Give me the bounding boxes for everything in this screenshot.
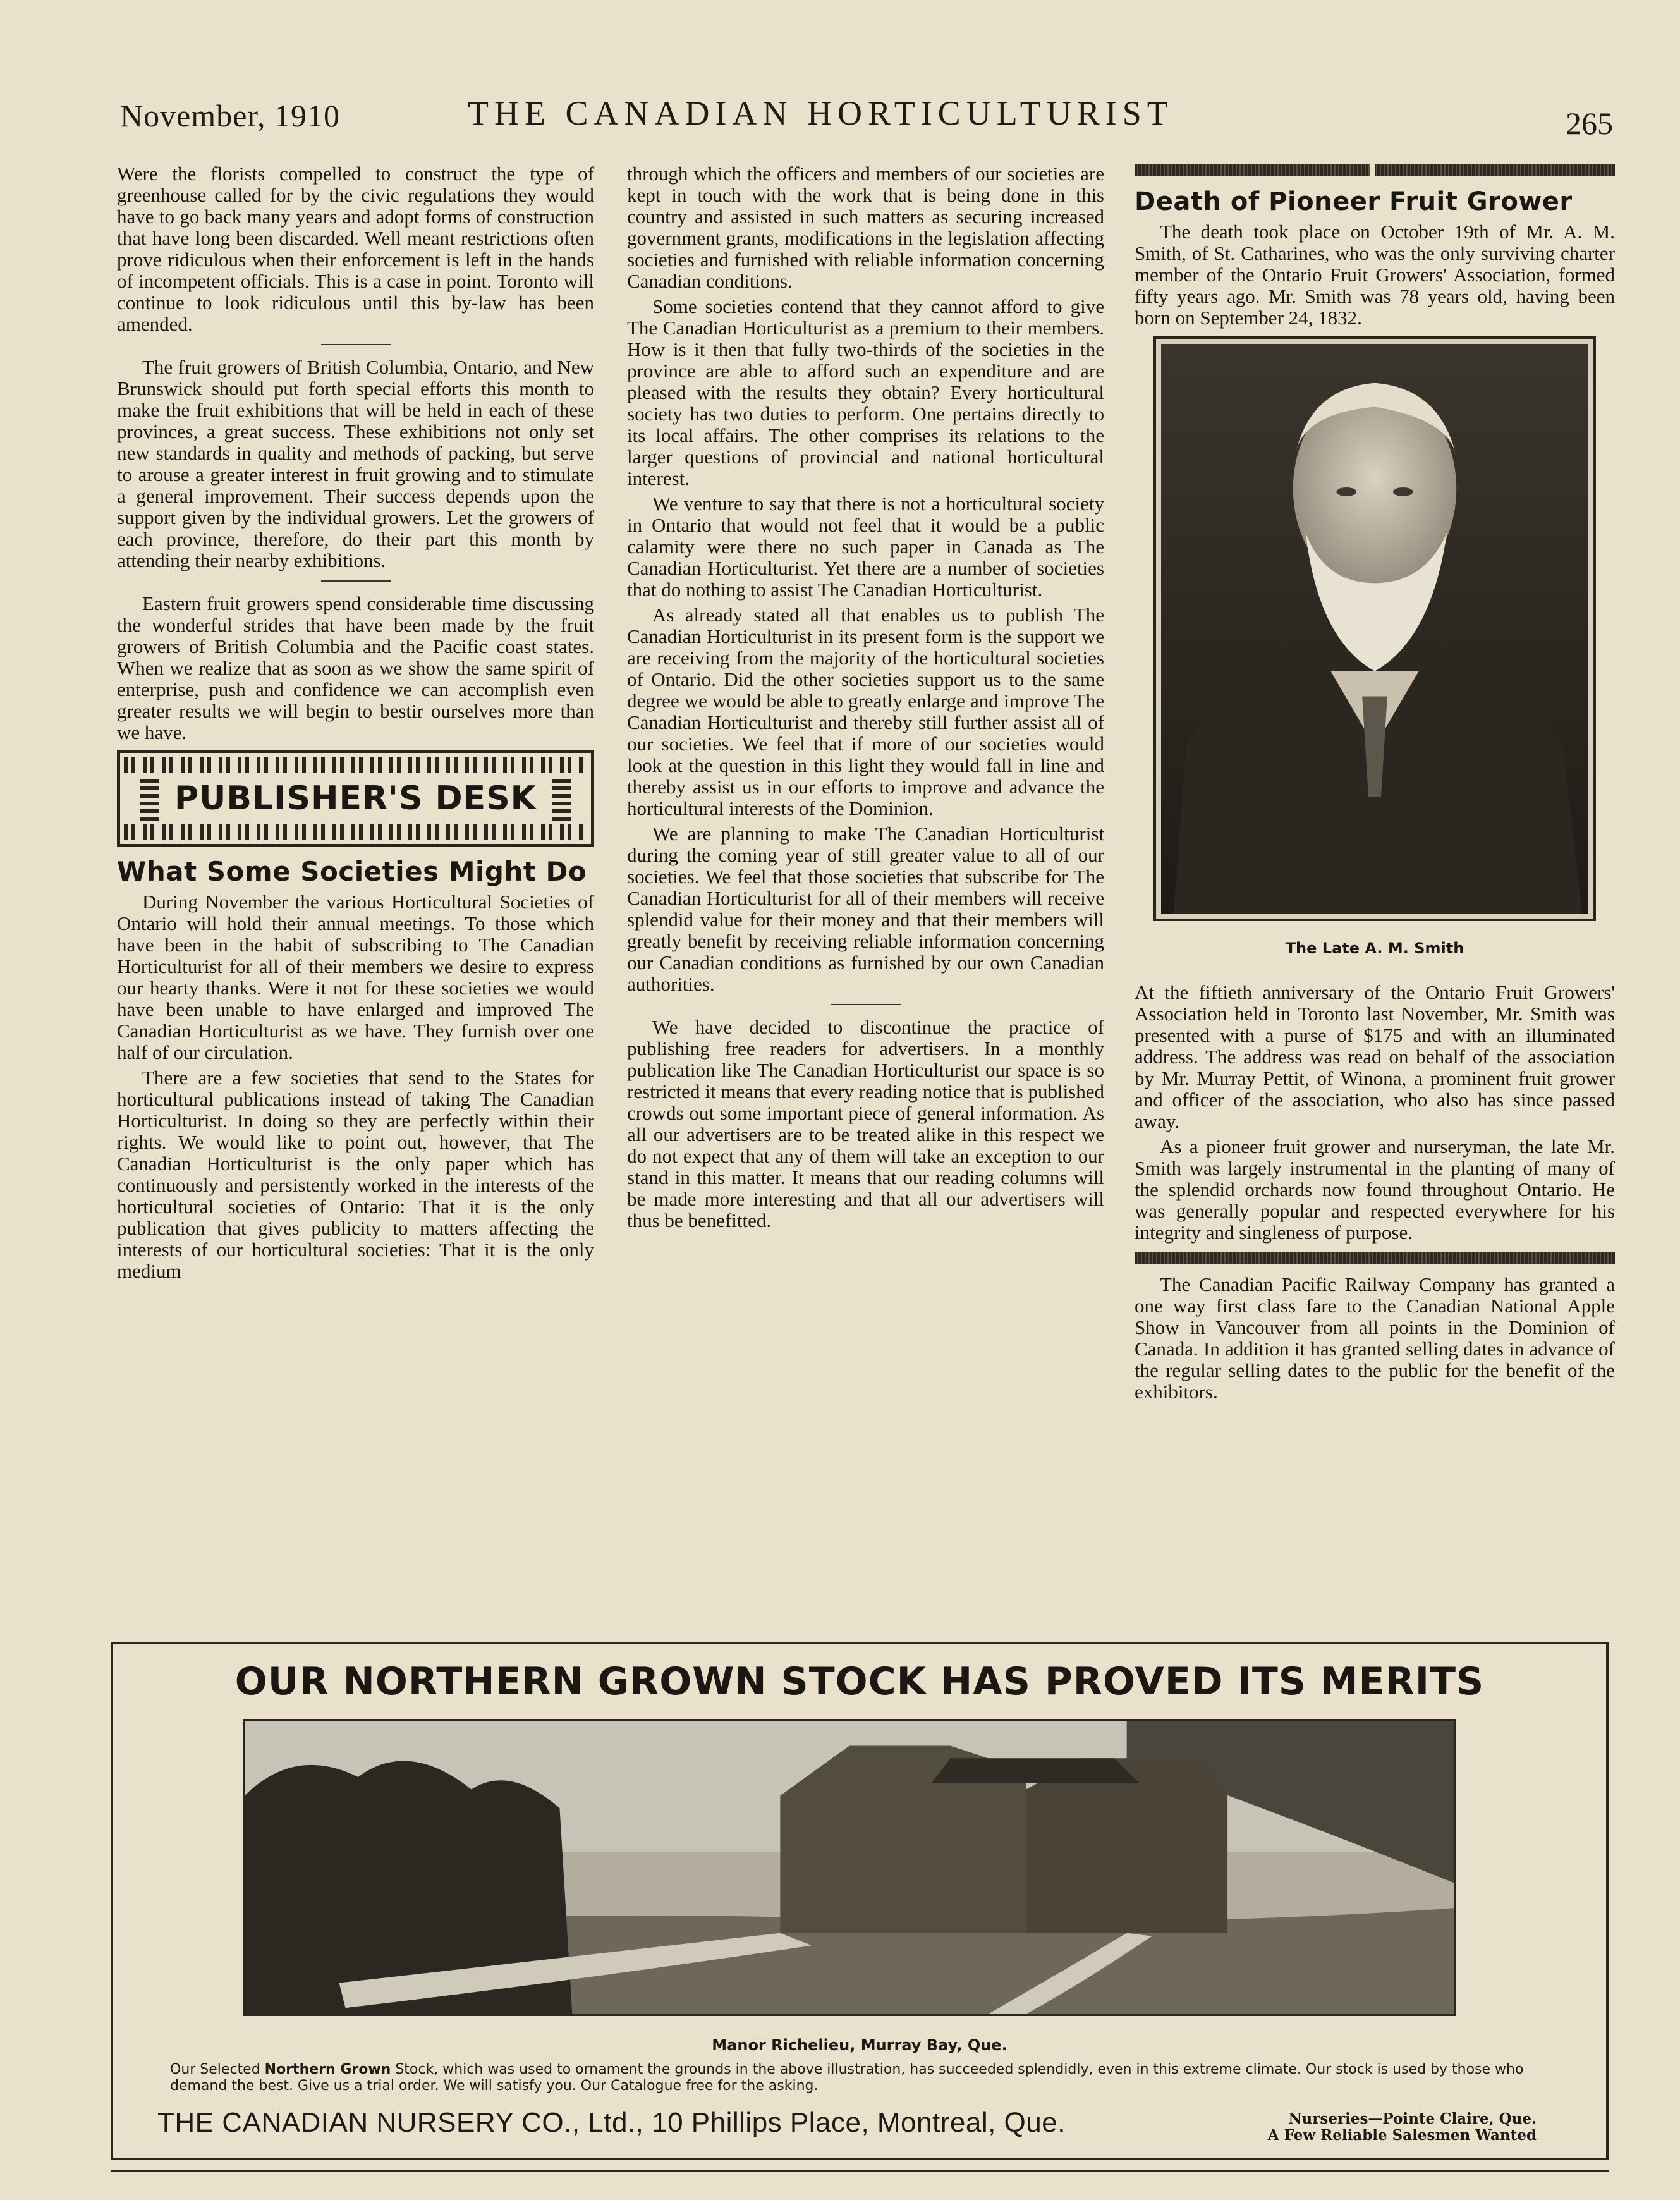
advertiser-name: THE CANADIAN NURSERY CO., Ltd., 10 Phillips Place, Montreal, Que.	[157, 2107, 1066, 2138]
ad-body-part: Our Selected	[170, 2062, 265, 2077]
short-rule	[321, 344, 391, 345]
publication-title: THE CANADIAN HORTICULTURIST	[468, 94, 1174, 132]
paragraph: There are a few societies that send to the States for horticultural publications instead of taking The Canadian Horticulturist. In doing so they are perfectly within their rights. We would like to point out, however, that The Canadian Horticulturist is the only paper which has continuously and persistently worked in the interests of the horticultural societies of Ontario: That it is the only publication that gives publicity to matters affecting the interests of our horticultural societies: That it is the only medium	[117, 1066, 594, 1282]
page-number: 265	[1566, 106, 1613, 141]
ad-body-part: Stock, which was used to ornament the grounds in the above illustration, has succeeded splendidly, even in this extreme climate. Our stock is used by those who demand the best. Give us a trial order. We will satisfy you. Our Catalogue free for the asking.	[170, 2062, 1524, 2094]
portrait-image	[1161, 344, 1588, 914]
paragraph: Some societies contend that they cannot afford to give The Canadian Horticulturist as a premium to their members. How is it then that fully two-thirds of the societies in the province are able to afford such an expenditure and are pleased with the results they obtain? Every horticultural society has two duties to perform. One pertains directly to its local affairs. The other comprises its relations to the larger questions of provincial and national horticultural interest.	[627, 295, 1104, 489]
paragraph: Eastern fruit growers spend considerable time discussing the wonderful strides that have been made by the fruit growers of British Columbia and the Pacific coast states. When we realize that as soon as we show the same spirit of enterprise, push and confidence we can accomplish even greater results we will begin to bestir ourselves more than we have.	[117, 592, 594, 743]
greek-key-border	[124, 757, 587, 773]
publishers-desk-banner	[117, 750, 594, 847]
paragraph: The fruit growers of British Columbia, Ontario, and New Brunswick should put forth special efforts this month to make the fruit exhibitions that will be held in each of these provinces, a great success. These exhibitions not only set new standards in quality and methods of packing, but serve to arouse a greater interest in fruit growing and to stimulate a general improvement. Their success depends upon the support given by the individual growers. Let the growers of each province, therefore, do their part this month by attending their nearby exhibitions.	[117, 356, 594, 571]
paragraph: At the fiftieth anniversary of the Ontario Fruit Growers' Association held in Toronto last November, Mr. Smith was presented with a purse of $175 and with an illuminated address. The address was read on behalf of the association by Mr. Murray Pettit, of Winona, a prominent fruit grower and officer of the association, who also has since passed away.	[1135, 981, 1615, 1132]
manor-photo	[243, 1719, 1456, 2016]
greek-key-border	[124, 824, 587, 840]
column-3	[1135, 163, 1615, 1407]
paragraph: The Canadian Pacific Railway Company has granted a one way first class fare to the Canadian National Apple Show in Vancouver from all points in the Dominion of Canada. In addition it has granted selling dates in advance of the regular selling dates to the public for the benefit of the exhibitors.	[1135, 1273, 1615, 1403]
nursery-advertisement	[111, 1642, 1609, 2160]
ad-side-note	[1268, 2111, 1537, 2144]
greek-key-border	[552, 776, 571, 821]
short-rule	[321, 580, 391, 582]
ad-headline: OUR NORTHERN GROWN STOCK HAS PROVED ITS MERITS	[234, 1659, 1485, 1704]
paragraph: We have decided to discontinue the practice of publishing free readers for advertisers. In a monthly publication like The Canadian Horticulturist our space is so restricted it means that every reading notice that is published crowds out some important piece of general information. As all our advertisers are to be treated alike in this respect we do not expect that any of them will take an exception to our stand in this matter. It means that our reading columns will be made more interesting and that all our advertisers will thus be benefitted.	[627, 1016, 1104, 1231]
ad-body-text	[170, 2062, 1549, 2094]
salesmen-wanted: A Few Reliable Salesmen Wanted	[1267, 2127, 1537, 2144]
paragraph: We are planning to make The Canadian Horticulturist during the coming year of still greater value to all of our societies. We feel that those societies that subscribe for The Canadian Horticulturist for all of their members will receive splendid value for their money and that their members will greatly benefit by receiving reliable information concerning our Canadian conditions as furnished by our own Canadian authorities.	[627, 822, 1104, 995]
paragraph: We venture to say that there is not a horticultural society in Ontario that would not feel that it would be a public calamity were there no such paper in Canada as The Canadian Horticulturist. Yet there are a number of societies that do nothing to assist The Canadian Horticulturist.	[627, 492, 1104, 601]
photo-caption: The Late A. M. Smith	[1285, 939, 1464, 957]
paragraph: During November the various Horticultural Societies of Ontario will hold their annual meetings. To those which have been in the habit of subscribing to The Canadian Horticulturist for all of their members we desire to express our hearty thanks. Were it not for these societies we would have been unable to have enlarged and improved The Canadian Horticulturist as we have. They furnish over one half of our circulation.	[117, 891, 594, 1063]
decorative-rule	[1135, 164, 1615, 176]
paragraph: As already stated all that enables us to publish The Canadian Horticulturist in its present form is the support we are receiving from the majority of the horticultural societies of Ontario. Did the other societies support us to the same degree we would be able to greatly enlarge and improve The Canadian Horticulturist and thereby still further assist all of our societies. We feel that if more of our societies would look at the question in this light they would fall in line and thereby assist us in our efforts to improve and advance the horticultural interests of the Dominion.	[627, 604, 1104, 819]
article-heading: Death of Pioneer Fruit Grower	[1135, 187, 1573, 216]
column-1	[117, 163, 594, 1286]
paragraph: The death took place on October 19th of Mr. A. M. Smith, of St. Catharines, who was the only surviving charter member of the Ontario Fruit Growers' Association, formed fifty years ago. Mr. Smith was 78 years old, having been born on September 24, 1832.	[1135, 221, 1615, 329]
nurseries-location: Nurseries—Pointe Claire, Que.	[1288, 2110, 1537, 2127]
running-head	[120, 90, 1624, 147]
short-rule	[831, 1004, 901, 1005]
article-heading: What Some Societies Might Do	[117, 856, 587, 887]
decorative-rule	[1135, 1252, 1615, 1264]
ad-photo-caption: Manor Richelieu, Murray Bay, Que.	[712, 2036, 1007, 2054]
paragraph: through which the officers and members of our societies are kept in touch with the work that is being done in this country and assisted in such matters as securing increased government grants, modifications in the legislation affecting societies and furnished with reliable information concerning Canadian conditions.	[627, 162, 1104, 292]
ad-body-emphasis: Northern Grown	[264, 2062, 391, 2077]
section-title: PUBLISHER'S DESK	[174, 779, 537, 817]
paragraph: Were the florists compelled to construct the type of greenhouse called for by the civic regulations they would have to go back many years and adopt forms of construction that have long been discarded. Well meant restrictions often prove ridiculous when their enforcement is left in the hands of incompetent officials. This is a case in point. Toronto will continue to look ridiculous until this by-law has been amended.	[117, 162, 594, 335]
portrait-photo	[1153, 336, 1596, 921]
column-2	[627, 163, 1104, 1235]
issue-date: November, 1910	[120, 98, 341, 133]
manor-image	[245, 1721, 1454, 2014]
greek-key-border	[140, 776, 159, 821]
paragraph: As a pioneer fruit grower and nurseryman, the late Mr. Smith was largely instrumental in the planting of many of the splendid orchards now found throughout Ontario. He was generally popular and respected everywhere for his integrity and singleness of purpose.	[1135, 1135, 1615, 1244]
